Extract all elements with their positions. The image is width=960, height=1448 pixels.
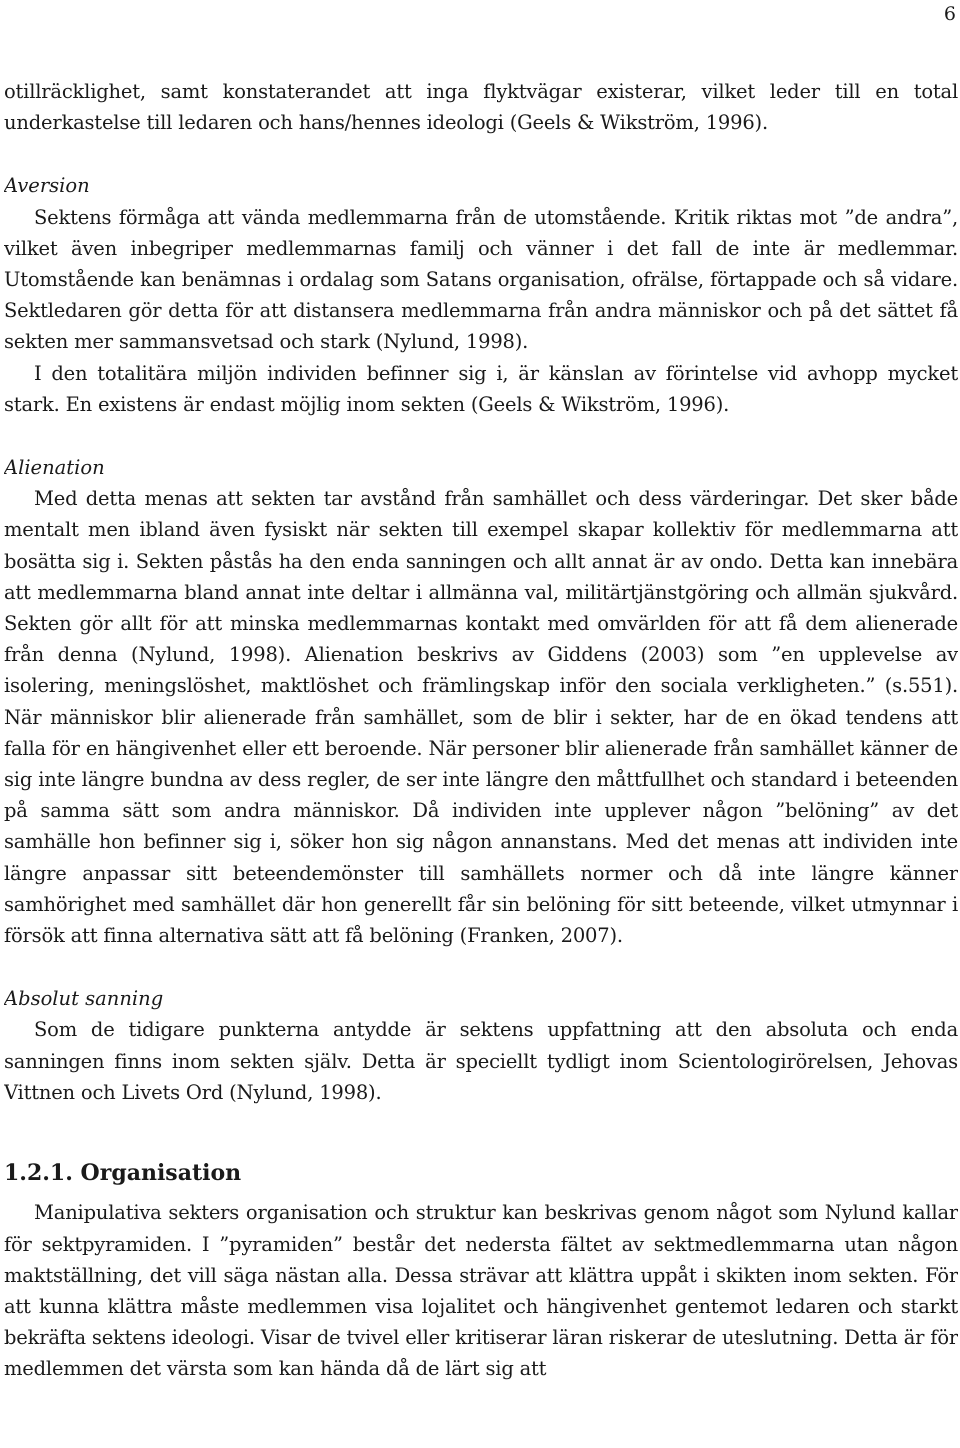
absolute-truth-heading: Absolut sanning <box>4 987 164 1011</box>
aversion-paragraph-1: Sektens förmåga att vända medlemmarna från de utomstående. Kritik riktas mot ”de andra”, vilket även inbegriper medlemmarnas familj och vänner i det fall de inte är medlemmar. Utomstående kan benämnas i ordalag som Satans organisation, ofrälse, förtappade och så vidare. Sektledaren gör detta för att distansera medlemmarna från andra människor och på det sättet få sekten mer sammansvetsad och stark (Nylund, 1998). <box>4 205 958 354</box>
aversion-heading: Aversion <box>4 174 90 198</box>
alienation-paragraph-1: Med detta menas att sekten tar avstånd från samhället och dess värderingar. Det sker både mentalt men ibland även fysiskt när sekten till exempel skapar kollektiv för medlemmarna att bosätta sig i. Sekten påstås ha den enda sanningen och allt annat är av ondo. Detta kan innebära att medlemmarna bland annat inte deltar i allmänna val, militärtjänstgöring och allmän sjukvård. Sekten gör allt för att minska medlemmarnas kontakt med omvärlden för att få dem alienerade från denna (Nylund, 1998). Alienation beskrivs av Giddens (2003) som ”en upplevelse av isolering, meningslöshet, maktlöshet och främlingskap inför den sociala verkligheten.” (s.551). När människor blir alienerade från samhället, som de blir i sekter, har de en ökad tendens att falla för en hängivenhet eller ett beroende. När personer blir alienerade från samhället känner de sig inte längre bundna av dess regler, de ser inte längre den måttfullhet och standard i beteenden på samma sätt som andra människor. Då individen inte upplever någon ”belöning” av det samhälle hon befinner sig i, söker hon sig någon annanstans. Med det menas att individen inte längre anpassar sitt beteendemönster till samhällets normer och då inte längre känner samhörighet med samhället där hon generellt får sin belöning för sitt beteende, vilket utmynnar i försök att finna alternativa sätt att få belöning (Franken, 2007). <box>4 487 958 948</box>
aversion-paragraph-2: I den totalitära miljön individen befinner sig i, är känslan av förintelse vid avhopp mycket stark. En existens är endast möjlig inom sekten (Geels & Wikström, 1996). <box>4 361 958 416</box>
document-page <box>4 0 958 1448</box>
page-number: 6 <box>943 3 956 25</box>
absolute-truth-paragraph-1: Som de tidigare punkterna antydde är sektens uppfattning att den absoluta och enda sanningen finns inom sekten själv. Detta är speciellt tydligt inom Scientologirörelsen, Jehovas Vittnen och Livets Ord (Nylund, 1998). <box>4 1018 958 1104</box>
alienation-heading: Alienation <box>4 456 105 480</box>
organisation-heading: 1.2.1. Organisation <box>4 1160 242 1187</box>
organisation-paragraph-1: Manipulativa sekters organisation och struktur kan beskrivas genom något som Nylund kallar för sektpyramiden. I ”pyramiden” består det nedersta fältet av sektmedlemmarna utan någon maktställning, det vill säga nästan alla. Dessa strävar att klättra uppåt i skikten inom sekten. För att kunna klättra måste medlemmen visa lojalitet och hängivenhet gentemot ledaren och starkt bekräfta sektens ideologi. Visar de tvivel eller kritiserar läran riskerar de uteslutning. Detta är för medlemmen det värsta som kan hända då de lärt sig att <box>4 1201 958 1381</box>
intro-paragraph: otillräcklighet, samt konstaterandet att inga flyktvägar existerar, vilket leder till en total underkastelse till ledaren och hans/hennes ideologi (Geels & Wikström, 1996). <box>4 80 958 135</box>
page-content <box>4 76 958 1385</box>
